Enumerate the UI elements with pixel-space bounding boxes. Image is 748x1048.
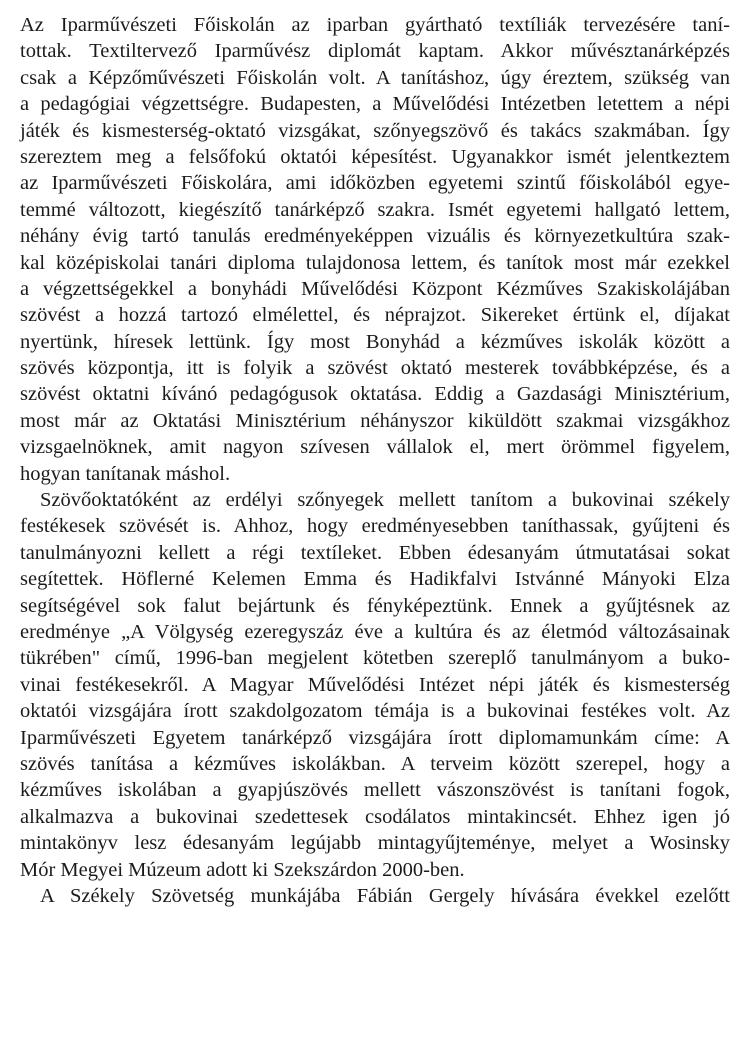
text-line: tottak. Textiltervező Iparművész diplomát kaptam. Akkor művésztanárképzés [20,40,730,63]
text-line: alkalmazva a bukovinai szedettesek csodálatos mintakincsét. Ehhez igen jó [20,805,730,828]
text-line: játék és kismesterség-oktató vizsgákat, szőnyegszövő és takács szakmában. Így [20,119,730,142]
document-page [20,12,730,909]
text-line: tükrében" című, 1996-ban megjelent kötetben szereplő tanulmányom a buko- [20,647,730,670]
text-line: csak a Képzőművészeti Főiskolán volt. A tanításhoz, úgy éreztem, szükség van [20,66,730,89]
text-line: A Székely Szövetség munkájába Fábián Gergely hívására évekkel ezelőtt [40,884,730,907]
text-line: szövés központja, itt is folyik a szövést oktató mesterek továbbképzése, és a [20,357,730,380]
text-line: vinai festékesekről. A Magyar Művelődési Intézet népi játék és kismesterség [20,673,730,696]
text-line: Iparművészeti Egyetem tanárképző vizsgájára írott diplomamunkám címe: A [20,726,730,749]
paragraph [20,487,730,883]
text-line: kézműves iskolában a gyapjúszövés mellett vászonszövést is tanítani fogok, [20,779,730,802]
text-line: festékesek szövését is. Ahhoz, hogy eredményesebben taníthassak, gyűjteni és [20,515,730,538]
text-line: most már az Oktatási Minisztérium néhányszor kiküldött szakmai vizsgákhoz [20,409,730,432]
text-line: mintakönyv lesz édesanyám legújabb mintagyűjteménye, melyet a Wosinsky [20,832,730,855]
text-line: Az Iparművészeti Főiskolán az iparban gyártható textíliák tervezésére taní- [20,14,730,36]
text-line: a pedagógiai végzettségre. Budapesten, a Művelődési Intézetben letettem a népi [20,93,730,116]
text-line: szereztem meg a felsőfokú oktatói képesítést. Ugyanakkor ismét jelentkeztem [20,145,730,168]
text-line: szövést oktatni kívánó pedagógusok oktatása. Eddig a Gazdasági Minisztérium, [20,383,730,406]
text-line: néhány évig tartó tanulás eredményeképpen vizuális és környezetkultúra szak- [20,225,730,248]
text-line: eredménye „A Völgység ezeregyszáz éve a kultúra és az életmód változásainak [20,620,730,643]
text-line: segítettek. Höflerné Kelemen Emma és Hadikfalvi Istvánné Mányoki Elza [20,568,730,591]
text-line: segítségével sok falut bejártunk és fényképeztünk. Ennek a gyűjtésnek az [20,594,730,617]
text-line: oktatói vizsgájára írott szakdolgozatom témája is a bukovinai festékes volt. Az [20,700,730,723]
text-line: hogyan tanítanak máshol. [20,462,231,485]
text-line: kal középiskolai tanári diploma tulajdonosa lettem, és tanítok most már ezekkel [20,251,730,274]
text-line: szövés tanítása a kézműves iskolákban. A terveim között szerepel, hogy a [20,752,730,775]
text-line: szövést a hozzá tartozó elmélettel, és néprajzot. Sikereket értünk el, díjakat [20,304,730,327]
text-line: nyertünk, híresek lettünk. Így most Bonyhád a kézműves iskolák között a [20,330,730,353]
text-line: temmé változott, kiegészítő tanárképző szakra. Ismét egyetemi hallgató lettem, [20,198,730,221]
text-line: a végzettségekkel a bonyhádi Művelődési Központ Kézműves Szakiskolájában [20,277,730,300]
text-line: tanulmányozni kellett a régi textíleket. Ebben édesanyám útmutatásai sokat [20,541,730,564]
paragraph [20,12,730,487]
text-line: az Iparművészeti Főiskolára, ami időközben egyetemi szintű főiskolából egye- [20,172,730,195]
paragraph [20,883,730,909]
text-line: Szövőoktatóként az erdélyi szőnyegek mellett tanítom a bukovinai székely [40,489,730,512]
text-line: vizsgaelnöknek, amit nagyon szívesen vállalok el, mert örömmel figyelem, [20,436,730,459]
text-line: Mór Megyei Múzeum adott ki Szekszárdon 2000-ben. [20,858,465,881]
